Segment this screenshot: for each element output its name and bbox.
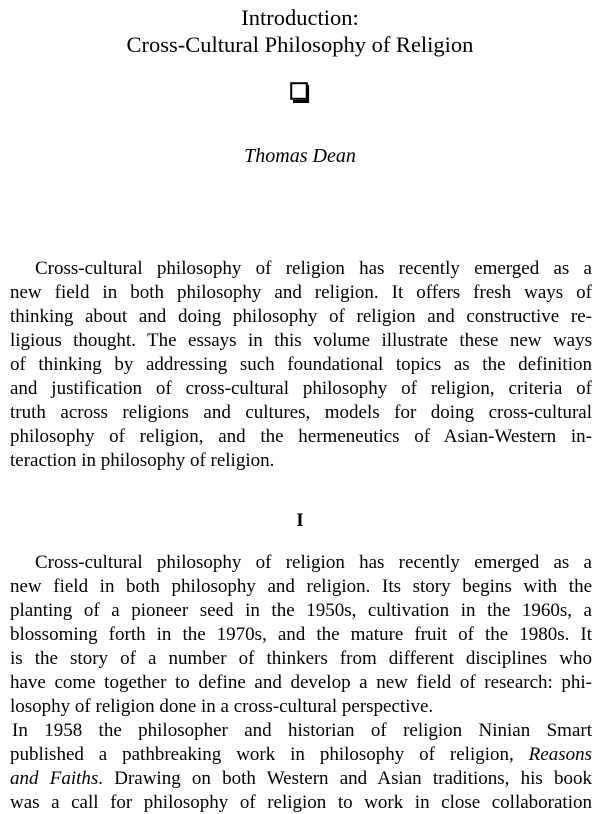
text-line: have come together to define and develop a new field of research: phi-	[10, 672, 592, 693]
square-ornament-icon	[290, 82, 311, 103]
chapter-title-line-1: Introduction:	[241, 5, 359, 30]
text-line: new field in both philosophy and religion. Its story begins with the	[10, 576, 592, 597]
text-line: Cross-cultural philosophy of religion has recently emerged as a	[35, 258, 592, 279]
text-line	[10, 743, 592, 766]
book-title-part-1: Reasons	[528, 744, 592, 765]
text-line: planting of a pioneer seed in the 1950s, cultivation in the 1960s, a	[10, 600, 592, 621]
text-line: Cross-cultural philosophy of religion has recently emerged as a	[35, 552, 592, 573]
book-title-part-2: and Faiths	[10, 768, 99, 789]
text-line: ligious thought. The essays in this volume illustrate these new ways	[10, 330, 592, 351]
text-line: In 1958 the philosopher and historian of religion Ninian Smart	[12, 720, 592, 741]
author-name: Thomas Dean	[244, 145, 356, 167]
chapter-title-line-2: Cross-Cultural Philosophy of Religion	[126, 32, 474, 57]
text-line: is the story of a number of thinkers from different disciplines who	[10, 648, 592, 669]
text-line: was a call for philosophy of religion to work in close collaboration	[10, 792, 592, 813]
text-line: thinking about and doing philosophy of religion and constructive re-	[10, 306, 592, 327]
text-line: of thinking by addressing such foundational topics as the definition	[10, 354, 592, 375]
text-line: and justification of cross-cultural philosophy of religion, criteria of	[10, 378, 592, 399]
text-run: published a pathbreaking work in philosophy of religion,	[10, 744, 514, 765]
text-line: new field in both philosophy and religion. It offers fresh ways of	[10, 282, 592, 303]
text-line	[10, 767, 592, 790]
text-line: truth across religions and cultures, models for doing cross-cultural	[10, 402, 592, 423]
text-run: . Drawing on both Western and Asian traditions, his book	[98, 768, 592, 789]
text-line: teraction in philosophy of religion.	[10, 450, 275, 471]
text-line: philosophy of religion, and the hermeneutics of Asian-Western in-	[10, 426, 592, 447]
text-line: losophy of religion done in a cross-cultural perspective.	[10, 696, 434, 717]
section-heading: I	[296, 510, 304, 531]
text-line: blossoming forth in the 1970s, and the mature fruit of the 1980s. It	[10, 624, 592, 645]
